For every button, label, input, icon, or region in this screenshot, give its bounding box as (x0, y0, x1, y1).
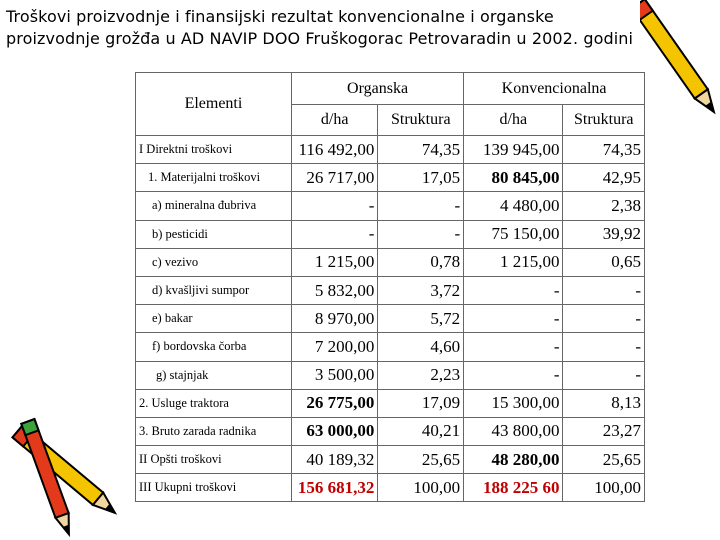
page-title (6, 6, 666, 50)
cost-table (135, 72, 645, 502)
conventional-structure: 2,38 (563, 192, 645, 220)
conventional-structure: 8,13 (563, 389, 645, 417)
conventional-value: 4 480,00 (464, 192, 563, 220)
organic-structure: 5,72 (378, 305, 464, 333)
organic-value: 26 775,00 (291, 389, 377, 417)
conventional-structure: - (563, 276, 645, 304)
organic-structure: 3,72 (378, 276, 464, 304)
conventional-structure: 42,95 (563, 164, 645, 192)
organic-value: 63 000,00 (291, 417, 377, 445)
row-label: b) pesticidi (136, 220, 292, 248)
conventional-structure: 23,27 (563, 417, 645, 445)
organic-structure: 4,60 (378, 333, 464, 361)
table-row (136, 276, 645, 304)
organic-structure: 17,09 (378, 389, 464, 417)
header-elements: Elementi (136, 73, 292, 136)
organic-value: - (291, 220, 377, 248)
table-row (136, 305, 645, 333)
table-row (136, 248, 645, 276)
row-label: g) stajnjak (136, 361, 292, 389)
organic-structure: - (378, 220, 464, 248)
row-label: d) kvašljivi sumpor (136, 276, 292, 304)
conventional-value: - (464, 305, 563, 333)
row-label: III Ukupni troškovi (136, 474, 292, 502)
table-row (136, 474, 645, 502)
organic-value: 26 717,00 (291, 164, 377, 192)
row-label: 1. Materijalni troškovi (136, 164, 292, 192)
row-label: 3. Bruto zarada radnika (136, 417, 292, 445)
conventional-value: 139 945,00 (464, 136, 563, 164)
conventional-structure: 100,00 (563, 474, 645, 502)
table-row (136, 333, 645, 361)
row-label: a) mineralna đubriva (136, 192, 292, 220)
organic-value: 116 492,00 (291, 136, 377, 164)
organic-value: 3 500,00 (291, 361, 377, 389)
conventional-value: - (464, 333, 563, 361)
table-row (136, 417, 645, 445)
row-label: c) vezivo (136, 248, 292, 276)
header-row-1 (136, 73, 645, 105)
header-organic: Organska (291, 73, 463, 105)
conventional-structure: - (563, 361, 645, 389)
organic-value: 1 215,00 (291, 248, 377, 276)
header-organic-structure: Struktura (378, 105, 464, 136)
table-row (136, 361, 645, 389)
row-label: f) bordovska čorba (136, 333, 292, 361)
organic-value: 156 681,32 (291, 474, 377, 502)
row-label: II Opšti troškovi (136, 446, 292, 474)
conventional-value: 1 215,00 (464, 248, 563, 276)
table-row (136, 192, 645, 220)
table-row (136, 446, 645, 474)
header-conventional-structure: Struktura (563, 105, 645, 136)
row-label: I Direktni troškovi (136, 136, 292, 164)
conventional-value: 75 150,00 (464, 220, 563, 248)
conventional-structure: 74,35 (563, 136, 645, 164)
organic-value: 7 200,00 (291, 333, 377, 361)
organic-structure: 0,78 (378, 248, 464, 276)
conventional-value: 15 300,00 (464, 389, 563, 417)
organic-value: 8 970,00 (291, 305, 377, 333)
header-organic-dha: d/ha (291, 105, 377, 136)
row-label: e) bakar (136, 305, 292, 333)
conventional-structure: 25,65 (563, 446, 645, 474)
organic-value: 5 832,00 (291, 276, 377, 304)
organic-structure: 100,00 (378, 474, 464, 502)
conventional-structure: - (563, 305, 645, 333)
header-conventional: Konvencionalna (464, 73, 645, 105)
header-conventional-dha: d/ha (464, 105, 563, 136)
conventional-structure: - (563, 333, 645, 361)
organic-structure: 74,35 (378, 136, 464, 164)
conventional-structure: 39,92 (563, 220, 645, 248)
organic-structure: - (378, 192, 464, 220)
pencils-icon-bottom-left (0, 400, 140, 540)
conventional-value: 80 845,00 (464, 164, 563, 192)
title-line-2: proizvodnje grožđa u AD NAVIP DOO Fruškogorac Petrovaradin u 2002. godini (6, 29, 634, 48)
conventional-value: 188 225 60 (464, 474, 563, 502)
organic-value: - (291, 192, 377, 220)
title-line-1: Troškovi proizvodnje i finansijski rezultat konvencionalne i organske (6, 7, 554, 26)
table-row (136, 220, 645, 248)
organic-value: 40 189,32 (291, 446, 377, 474)
conventional-structure: 0,65 (563, 248, 645, 276)
table-row (136, 136, 645, 164)
conventional-value: - (464, 276, 563, 304)
table-row (136, 164, 645, 192)
conventional-value: 43 800,00 (464, 417, 563, 445)
organic-structure: 40,21 (378, 417, 464, 445)
conventional-value: 48 280,00 (464, 446, 563, 474)
conventional-value: - (464, 361, 563, 389)
organic-structure: 2,23 (378, 361, 464, 389)
row-label: 2. Usluge traktora (136, 389, 292, 417)
organic-structure: 25,65 (378, 446, 464, 474)
organic-structure: 17,05 (378, 164, 464, 192)
table-row (136, 389, 645, 417)
